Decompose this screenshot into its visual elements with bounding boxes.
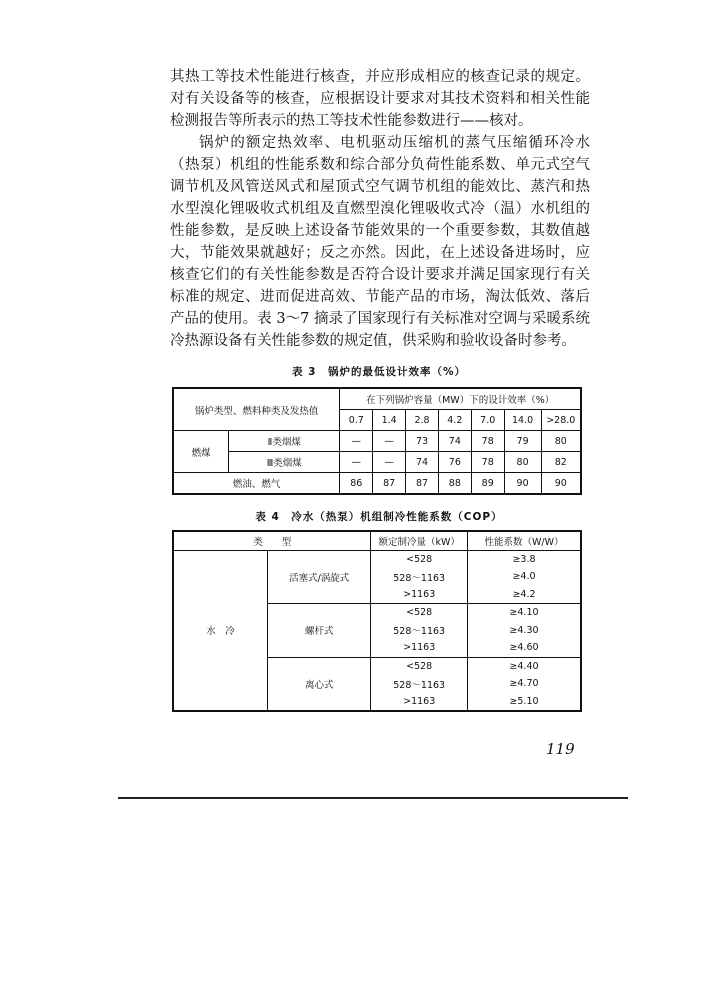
table-cell: 73 (406, 431, 439, 452)
cop-cell: ≥3.8 (467, 550, 581, 568)
paragraph-1: 其热工等技术性能进行核查，并应形成相应的核查记录的规定。对有关设备等的核查，应根据设计要求对其技术资料和相关性能检测报告等所表示的热工等技术性能参数进行——核对。 (170, 69, 590, 129)
table-cell: 90 (541, 473, 581, 495)
capacity-cell: <528 (371, 657, 468, 675)
table-cell: — (340, 431, 373, 452)
chiller-cop-table (172, 530, 582, 712)
cop-cell: ≥4.0 (467, 568, 581, 586)
capacity-cell: >1163 (371, 639, 468, 657)
capacity-cell: 2.8 (406, 410, 439, 431)
paragraph-2: 锅炉的额定热效率、电机驱动压缩机的蒸气压缩循环冷水（热泵）机组的性能系数和综合部分负荷性能系数、单元式空气调节机及风管送风式和屋顶式空气调节机组的能效比、蒸汽和热水型溴化锂吸收式机组及直燃型溴化锂吸收式冷（温）水机组的性能参数，是反映上述设备节能效果的一个重要参数，其数值越大，节能效果就越好；反之亦然。因此，在上述设备进场时，应核查它们的有关性能参数是否符合设计要求并满足国家现行有关标准的规定、进而促进高效、节能产品的市场，淘汰低效、落后产品的使用。表 3～7 摘录了国家现行有关标准对空调与采暖系统冷热源设备有关性能参数的规定值，供采购和验收设备时参考。 (170, 135, 590, 349)
table-cell: 89 (471, 473, 504, 495)
table-cell: 86 (340, 473, 373, 495)
row-label: Ⅲ类烟煤 (229, 452, 340, 473)
capacity-cell: 14.0 (504, 410, 541, 431)
boiler-efficiency-table (172, 387, 582, 495)
capacity-cell: 4.2 (438, 410, 471, 431)
table4-title: 表 4 冷水（热泵）机组制冷性能系数（COP） (255, 511, 503, 523)
capacity-cell: >1163 (371, 586, 468, 604)
page-number: 119 (546, 740, 575, 758)
capacity-cell: 528～1163 (371, 568, 468, 586)
cop-cell: ≥4.30 (467, 622, 581, 640)
capacity-cell: <528 (371, 550, 468, 568)
capacity-cell: 528～1163 (371, 622, 468, 640)
cop-cell: ≥4.10 (467, 604, 581, 622)
capacity-cell: >1163 (371, 693, 468, 712)
row-label: 燃油、燃气 (173, 473, 340, 495)
table-cell: 88 (438, 473, 471, 495)
body-text (170, 66, 590, 352)
capacity-cell: 0.7 (340, 410, 373, 431)
table4-header-cop: 性能系数（W/W） (467, 531, 581, 550)
cooling-type-label: 水 冷 (173, 550, 268, 711)
table4-header-capacity: 额定制冷量（kW） (371, 531, 468, 550)
table3-group-header: 在下列锅炉容量（MW）下的设计效率（%） (340, 388, 581, 410)
cop-cell: ≥5.10 (467, 693, 581, 712)
table-cell: 90 (504, 473, 541, 495)
compressor-type: 螺杆式 (268, 604, 371, 658)
compressor-type: 离心式 (268, 657, 371, 711)
table-cell: 82 (541, 452, 581, 473)
table-cell: 80 (504, 452, 541, 473)
capacity-cell: >28.0 (541, 410, 581, 431)
cop-cell: ≥4.70 (467, 675, 581, 693)
bottom-rule (118, 797, 628, 799)
cop-cell: ≥4.40 (467, 657, 581, 675)
table-cell: — (373, 452, 406, 473)
table3-row-header: 锅炉类型、燃料种类及发热值 (173, 388, 340, 431)
table-cell: 87 (373, 473, 406, 495)
coal-label: 燃煤 (173, 431, 229, 473)
table-cell: 74 (438, 431, 471, 452)
table-cell: — (373, 431, 406, 452)
table-cell: 78 (471, 452, 504, 473)
table-cell: 80 (541, 431, 581, 452)
table-cell: — (340, 452, 373, 473)
capacity-cell: 7.0 (471, 410, 504, 431)
table-cell: 74 (406, 452, 439, 473)
table3-title: 表 3 锅炉的最低设计效率（%） (292, 366, 466, 378)
table-cell: 78 (471, 431, 504, 452)
capacity-cell: 528～1163 (371, 675, 468, 693)
compressor-type: 活塞式/涡旋式 (268, 550, 371, 604)
cop-cell: ≥4.2 (467, 586, 581, 604)
cop-cell: ≥4.60 (467, 639, 581, 657)
capacity-cell: 1.4 (373, 410, 406, 431)
table-cell: 76 (438, 452, 471, 473)
table-cell: 87 (406, 473, 439, 495)
capacity-cell: <528 (371, 604, 468, 622)
table4-header-type: 类 型 (173, 531, 371, 550)
table-cell: 79 (504, 431, 541, 452)
row-label: Ⅱ类烟煤 (229, 431, 340, 452)
